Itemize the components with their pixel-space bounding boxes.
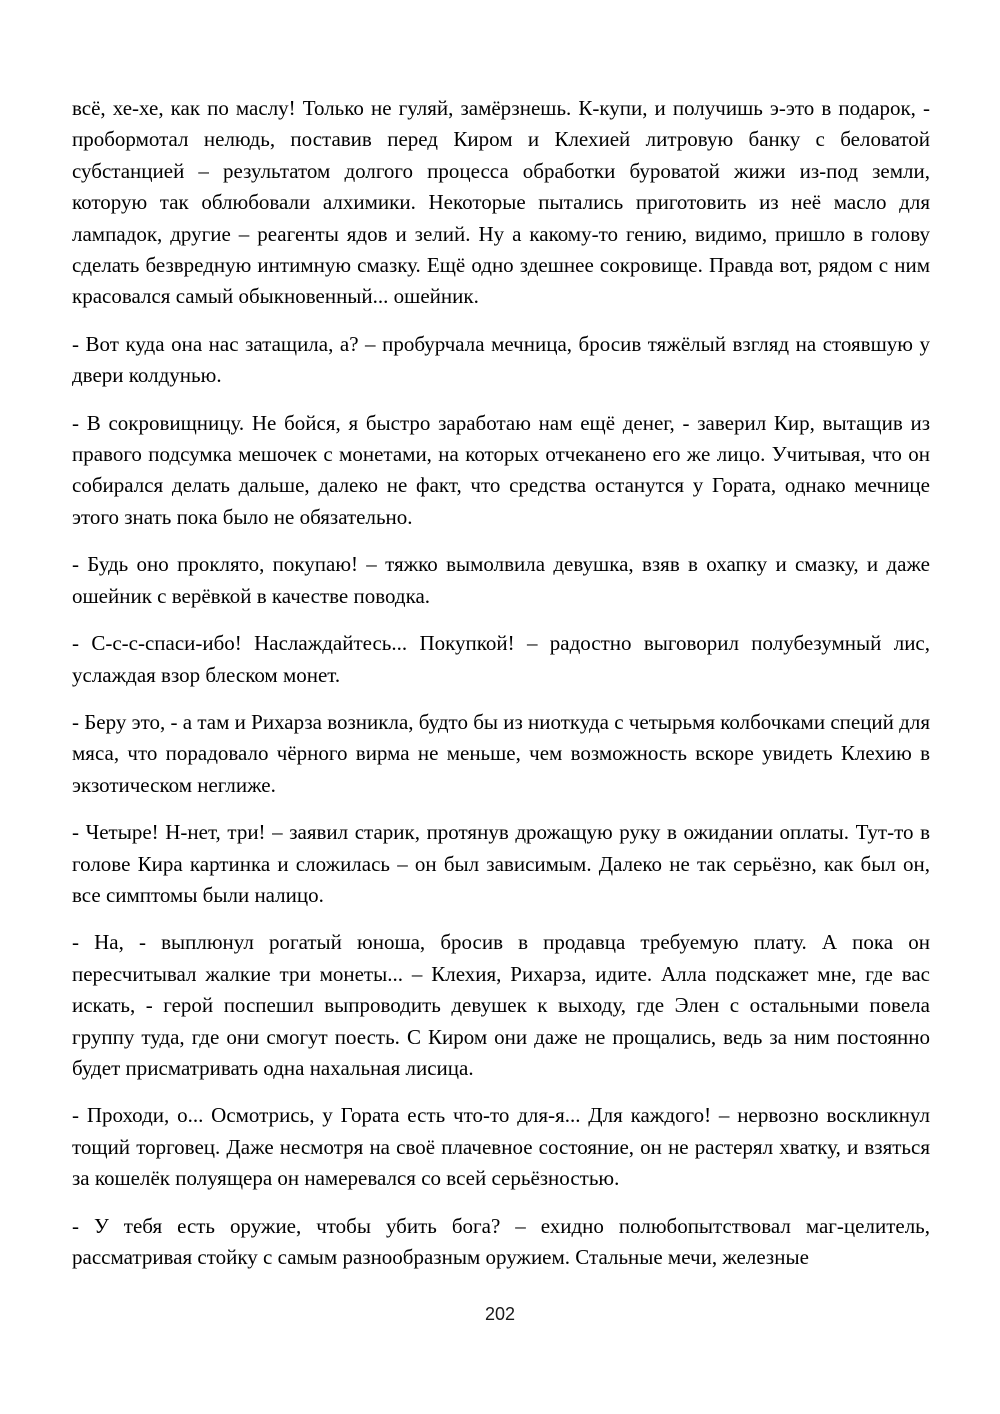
paragraph: - С-с-с-спаси-ибо! Наслаждайтесь... Покупкой! – радостно выговорил полубезумный лис, услаждая взор блеском монет. (72, 631, 930, 687)
paragraph: - Четыре! Н-нет, три! – заявил старик, протянув дрожащую руку в ожидании оплаты. Тут-то в голове Кира картинка и сложилась – он был зависимым. Далеко не так серьёзно, как был он, все симптомы были налицо. (72, 820, 930, 907)
paragraph: - У тебя есть оружие, чтобы убить бога? – ехидно полюбопытствовал маг-целитель, рассматривая стойку с самым разнообразным оружием. Стальные мечи, железные (72, 1213, 930, 1269)
page-text (72, 93, 930, 1273)
paragraph: - На, - выплюнул рогатый юноша, бросив в продавца требуемую плату. А пока он пересчитывал жалкие три монеты... – Клехия, Рихарза, идите. Алла подскажет мне, где вас искать, - герой поспешил выпроводить девушек к выходу, где Элен с остальными повела группу туда, где они смогут поесть. С Киром они даже не прощались, ведь за ним постоянно будет присматривать одна нахальная лисица. (72, 930, 930, 1080)
page-number: 202 (484, 1304, 516, 1324)
paragraph: - В сокровищницу. Не бойся, я быстро заработаю нам ещё денег, - заверил Кир, вытащив из правого подсумка мешочек с монетами, на которых отчеканено его же лицо. Учитывая, что он собирался делать дальше, далеко не факт, что средства останутся у Гората, однако мечнице этого знать пока было не обязательно. (72, 410, 930, 529)
paragraph: всё, хе-хе, как по маслу! Только не гуляй, замёрзнешь. К-купи, и получишь э-это в подарок, - пробормотал нелюдь, поставив перед Киром и Клехией литровую банку с беловатой субстанцией – результатом долгого процесса обработки буроватой жижи из-под земли, которую так облюбовали алхимики. Некоторые пытались приготовить из неё масло для лампадок, другие – реагенты ядов и зелий. Ну а какому-то гению, видимо, пришло в голову сделать безвредную интимную смазку. Ещё одно здешнее сокровище. Правда вот, рядом с ним красовался самый обыкновенный... ошейник. (72, 96, 930, 309)
paragraph: - Будь оно проклято, покупаю! – тяжко вымолвила девушка, взяв в охапку и смазку, и даже ошейник с верёвкой в качестве поводка. (72, 552, 930, 608)
paragraph: - Беру это, - а там и Рихарза возникла, будто бы из ниоткуда с четырьмя колбочками специй для мяса, что порадовало чёрного вирма не меньше, чем возможность вскоре увидеть Клехию в экзотическом неглиже. (72, 709, 930, 797)
paragraph: - Вот куда она нас затащила, а? – пробурчала мечница, бросив тяжёлый взгляд на стоявшую у двери колдунью. (72, 331, 930, 388)
paragraph: - Проходи, о... Осмотрись, у Гората есть что-то для-я... Для каждого! – нервозно воскликнул тощий торговец. Даже несмотря на своё плачевное состояние, он не растерял хватку, и взяться за кошелёк полуящера он намеревался со всей серьёзностью. (72, 1103, 930, 1191)
